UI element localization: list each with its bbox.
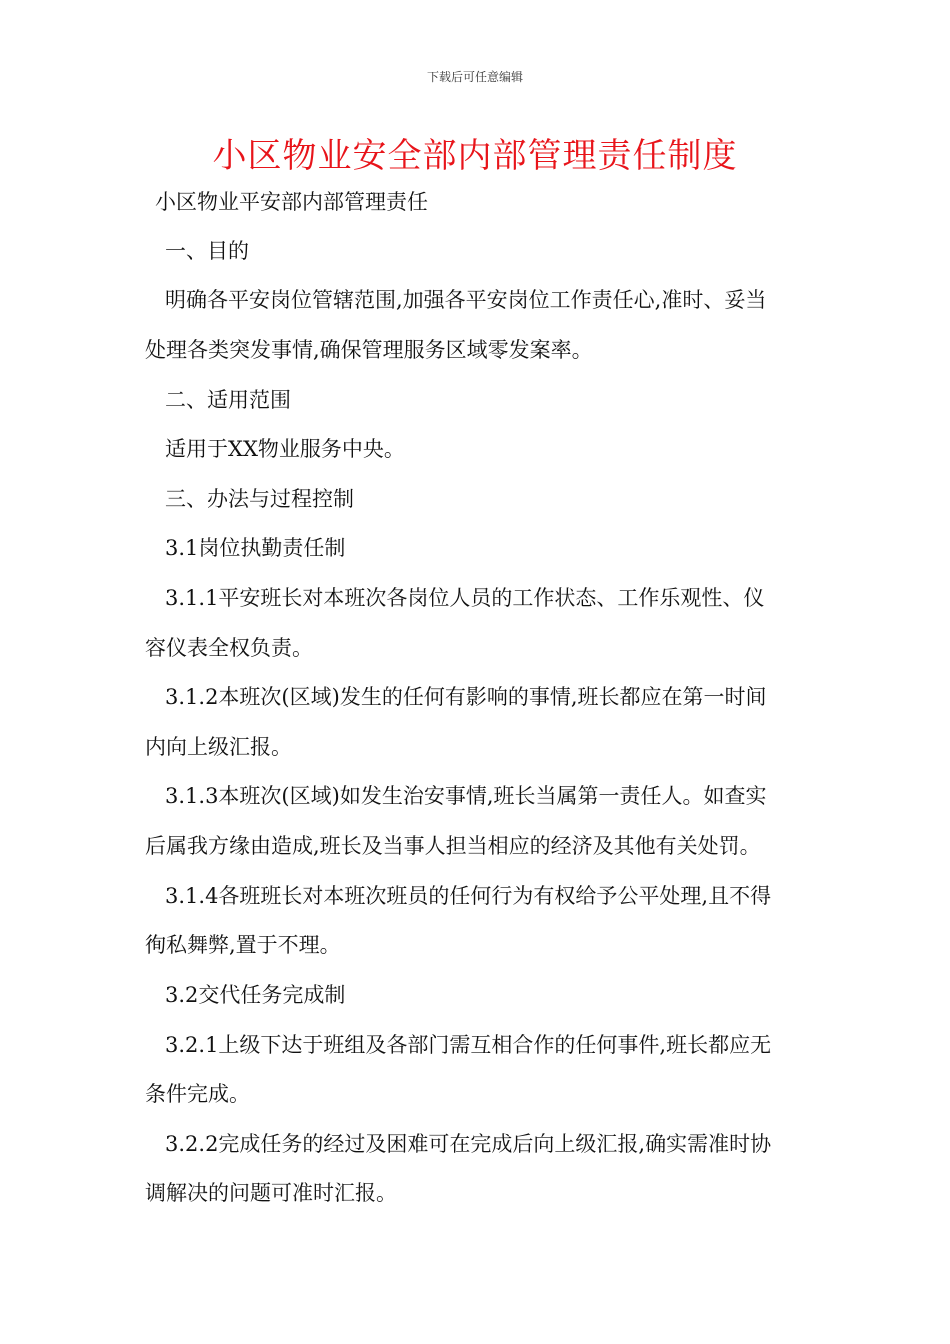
paragraph-line: 3.1.3本班次(区域)如发生治安事情,班长当属第一责任人。如查实 [165, 784, 767, 808]
subtitle: 小区物业平安部内部管理责任 [155, 190, 428, 214]
subsection-heading: 3.2交代任务完成制 [165, 983, 346, 1007]
paragraph-line: 条件完成。 [145, 1082, 250, 1106]
paragraph-line: 调解决的问题可准时汇报。 [145, 1181, 397, 1205]
header-note: 下载后可任意编辑 [426, 70, 523, 84]
paragraph-line: 内向上级汇报。 [145, 735, 292, 759]
paragraph-line: 3.2.1上级下达于班组及各部门需互相合作的任何事件,班长都应无 [165, 1033, 772, 1057]
section-heading-methods: 三、办法与过程控制 [165, 487, 354, 511]
paragraph-line: 后属我方缘由造成,班长及当事人担当相应的经济及其他有关处罚。 [145, 834, 761, 858]
section-heading-purpose: 一、目的 [165, 239, 249, 263]
subsection-heading: 3.1岗位执勤责任制 [165, 536, 346, 560]
paragraph-line: 徇私舞弊,置于不理。 [145, 933, 341, 957]
paragraph-line: 容仪表全权负责。 [145, 636, 313, 660]
paragraph-line: 3.2.2完成任务的经过及困难可在完成后向上级汇报,确实需准时协 [165, 1132, 772, 1156]
document-title: 小区物业安全部内部管理责任制度 [212, 136, 738, 176]
paragraph-line: 处理各类突发事情,确保管理服务区域零发案率。 [145, 338, 593, 362]
paragraph-line: 3.1.2本班次(区域)发生的任何有影响的事情,班长都应在第一时间 [165, 685, 767, 709]
paragraph-line: 明确各平安岗位管辖范围,加强各平安岗位工作责任心,准时、妥当 [165, 288, 767, 312]
paragraph-line: 3.1.1平安班长对本班次各岗位人员的工作状态、工作乐观性、仪 [165, 586, 765, 610]
section-heading-scope: 二、适用范围 [165, 388, 291, 412]
paragraph-line: 3.1.4各班班长对本班次班员的任何行为有权给予公平处理,且不得 [165, 884, 772, 908]
paragraph-line: 适用于XX物业服务中央。 [165, 437, 405, 461]
